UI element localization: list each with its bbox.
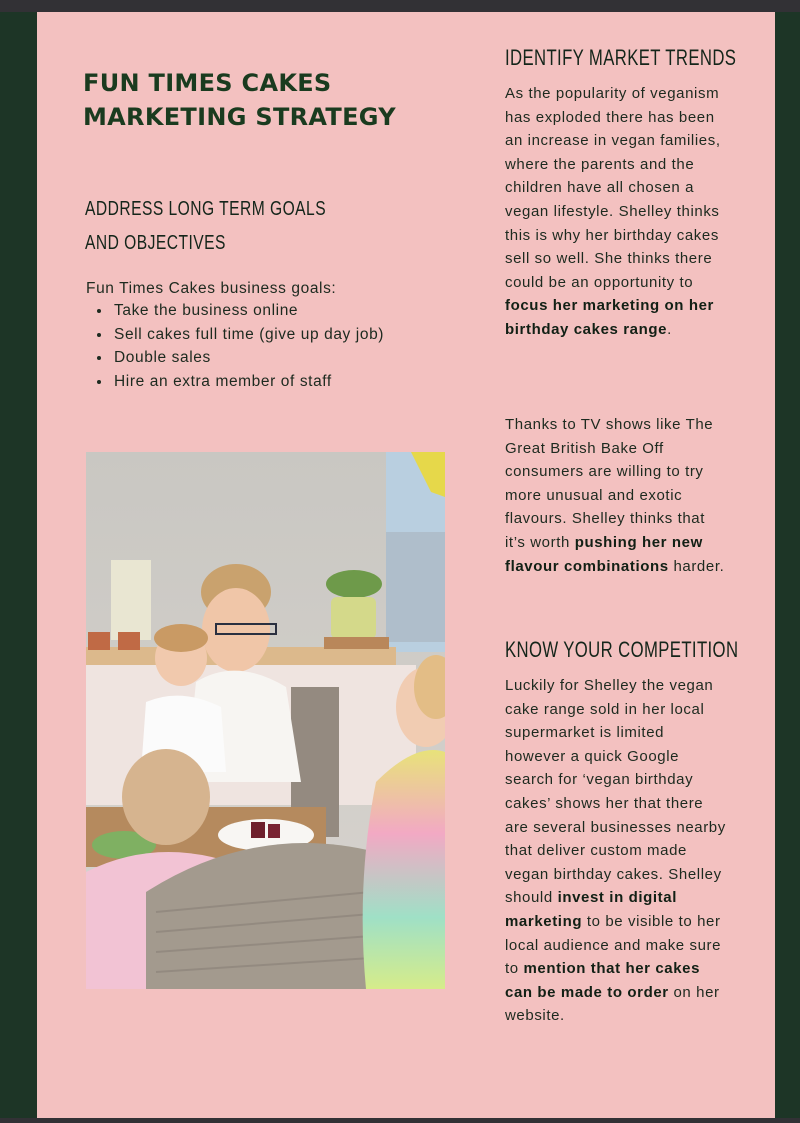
- trends-p1-bold: focus her marketing on her birthday cakes range: [505, 297, 714, 338]
- viewer-top-bar: [0, 0, 800, 12]
- title-line-2: MARKETING STRATEGY: [83, 103, 396, 131]
- trends-heading: IDENTIFY MARKET TRENDS: [505, 45, 737, 70]
- family-photo: [86, 452, 445, 989]
- goals-heading: ADDRESS LONG TERM GOALS AND OBJECTIVES: [85, 198, 327, 254]
- title-line-1: FUN TIMES CAKES: [83, 69, 332, 97]
- trends-p2-text: Thanks to TV shows like The Great British Bake Off consumers are willing to try more unusual and exotic flavours. Shelley thinks that it’s worth: [505, 416, 714, 551]
- competition-bold-1: invest in digital marketing: [505, 889, 677, 930]
- goal-item: • Double sales: [112, 346, 384, 370]
- competition-bold-2: mention that her cakes can be made to order: [505, 960, 701, 1001]
- competition-text-1: Luckily for Shelley the vegan cake range sold in her local supermarket is limited however a quick Google search for ‘vegan birthday cakes’ shows her that there are several businesses nearby that deliver custom made vegan birthday cakes. Shelley should: [505, 677, 726, 907]
- goal-item: • Take the business online: [112, 299, 384, 323]
- goal-item: • Hire an extra member of staff: [112, 370, 384, 394]
- trends-p2-end: harder.: [668, 557, 725, 575]
- family-eating-cake-photo-icon: [86, 452, 445, 989]
- document-page: [37, 12, 775, 1118]
- trends-paragraph-2: [505, 413, 727, 578]
- goal-item: • Sell cakes full time (give up day job): [112, 323, 384, 347]
- page-title: [83, 66, 396, 134]
- trends-p2-bold: pushing her new flavour combinations: [505, 533, 703, 575]
- competition-text-3: on her website.: [505, 983, 720, 1025]
- goals-list: [93, 299, 384, 393]
- trends-paragraph-1: [505, 82, 727, 342]
- trends-p1-text: As the popularity of veganism has exploded there has been an increase in vegan families, where the parents and the children have all chosen a vegan lifestyle. Shelley thinks this is why her birthday cakes sell so well. She thinks there could be an opportunity to: [505, 85, 721, 291]
- competition-paragraph: [505, 674, 727, 1028]
- competition-text-2: to be visible to her local audience and make sure to: [505, 912, 722, 978]
- viewer-bottom-bar: [0, 1118, 800, 1123]
- trends-p1-end: .: [667, 320, 672, 338]
- competition-heading: KNOW YOUR COMPETITION: [505, 637, 739, 662]
- goals-intro: Fun Times Cakes business goals:: [86, 280, 337, 297]
